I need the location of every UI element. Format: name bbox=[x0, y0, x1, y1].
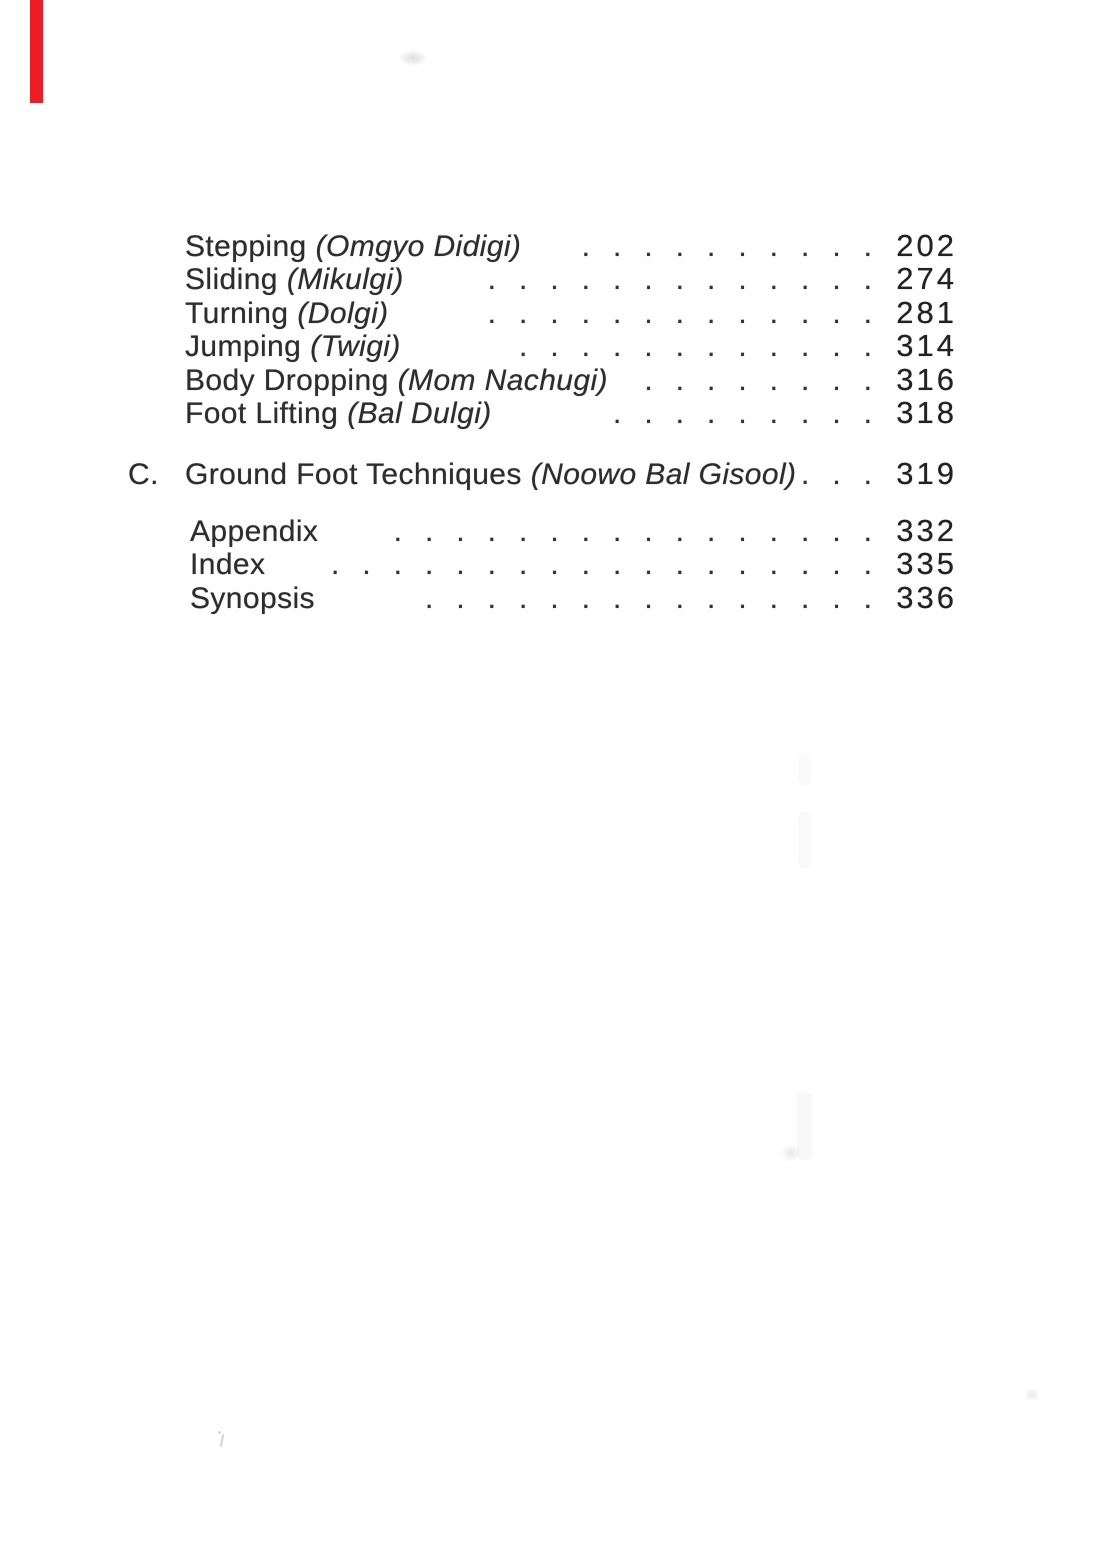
toc-subentries bbox=[185, 229, 957, 429]
page-number: 316 bbox=[896, 361, 957, 397]
dot-leader: .................. bbox=[330, 548, 895, 582]
scan-tick-stroke bbox=[220, 1434, 225, 1447]
scan-streak bbox=[798, 755, 811, 785]
dot-leader: .......... bbox=[581, 230, 895, 263]
page-number: 314 bbox=[896, 328, 957, 364]
entry-label-italic: (Twigi) bbox=[310, 330, 401, 364]
entry-label-italic: (Dolgi) bbox=[297, 296, 389, 330]
toc-back-matter bbox=[190, 514, 957, 614]
entry-label: Stepping (Omgyo Didigi) bbox=[185, 230, 522, 263]
page-number: 318 bbox=[896, 394, 957, 430]
entry-label-italic: (Bal Dulgi) bbox=[347, 396, 492, 430]
page-number: 202 bbox=[896, 228, 957, 263]
entry-label: Jumping (Twigi) bbox=[185, 330, 401, 364]
toc-entry-stepping bbox=[185, 229, 957, 262]
dot-leader: ............... bbox=[424, 581, 895, 615]
toc-entry-synopsis bbox=[190, 581, 957, 614]
scan-tick-mark bbox=[216, 1430, 228, 1452]
toc-section-c bbox=[128, 457, 957, 490]
entry-label-italic: (Omgyo Didigi) bbox=[315, 230, 522, 263]
entry-label: Ground Foot Techniques (Noowo Bal Gisool) bbox=[185, 458, 797, 491]
entry-label: Index bbox=[190, 548, 266, 582]
toc-entry-sliding bbox=[185, 262, 957, 295]
dot-leader: ... bbox=[800, 458, 895, 491]
toc-entry-jumping bbox=[185, 329, 957, 362]
entry-label: Appendix bbox=[190, 515, 319, 548]
page-number: 274 bbox=[896, 261, 957, 297]
dot-leader: ............. bbox=[487, 296, 895, 330]
bookmark-red-bar bbox=[30, 0, 43, 103]
scan-speck-top bbox=[398, 50, 428, 66]
toc-entry-foot-lifting bbox=[185, 396, 957, 429]
entry-label-italic: (Noowo Bal Gisool) bbox=[530, 458, 797, 491]
dot-leader: ............ bbox=[518, 330, 895, 364]
scan-smudge bbox=[1024, 1388, 1040, 1402]
entry-label: Turning (Dolgi) bbox=[185, 296, 389, 330]
entry-label-italic: (Mom Nachugi) bbox=[397, 363, 608, 397]
entry-label: Body Dropping (Mom Nachugi) bbox=[185, 363, 608, 397]
page-number: 332 bbox=[896, 513, 957, 548]
dot-leader: ......... bbox=[612, 396, 895, 430]
scan-tick-dot bbox=[218, 1431, 221, 1434]
toc-entry-appendix bbox=[190, 514, 957, 547]
scan-smudge bbox=[781, 1144, 801, 1162]
entry-label: Synopsis bbox=[190, 581, 315, 615]
entry-label: Sliding (Mikulgi) bbox=[185, 263, 404, 297]
section-letter: C. bbox=[128, 458, 159, 491]
entry-label: Foot Lifting (Bal Dulgi) bbox=[185, 396, 492, 430]
page-number: 319 bbox=[896, 456, 957, 491]
toc-entry-index bbox=[190, 547, 957, 580]
toc-entry-body-dropping bbox=[185, 363, 957, 396]
toc-entry-turning bbox=[185, 296, 957, 329]
page-number: 281 bbox=[896, 294, 957, 330]
dot-leader: ........ bbox=[644, 363, 895, 397]
entry-label-italic: (Mikulgi) bbox=[286, 263, 404, 297]
scan-streak bbox=[798, 812, 812, 868]
page-number: 335 bbox=[896, 546, 957, 582]
dot-leader: ................ bbox=[393, 515, 895, 548]
dot-leader: ............. bbox=[487, 263, 895, 297]
page-number: 336 bbox=[896, 579, 957, 615]
